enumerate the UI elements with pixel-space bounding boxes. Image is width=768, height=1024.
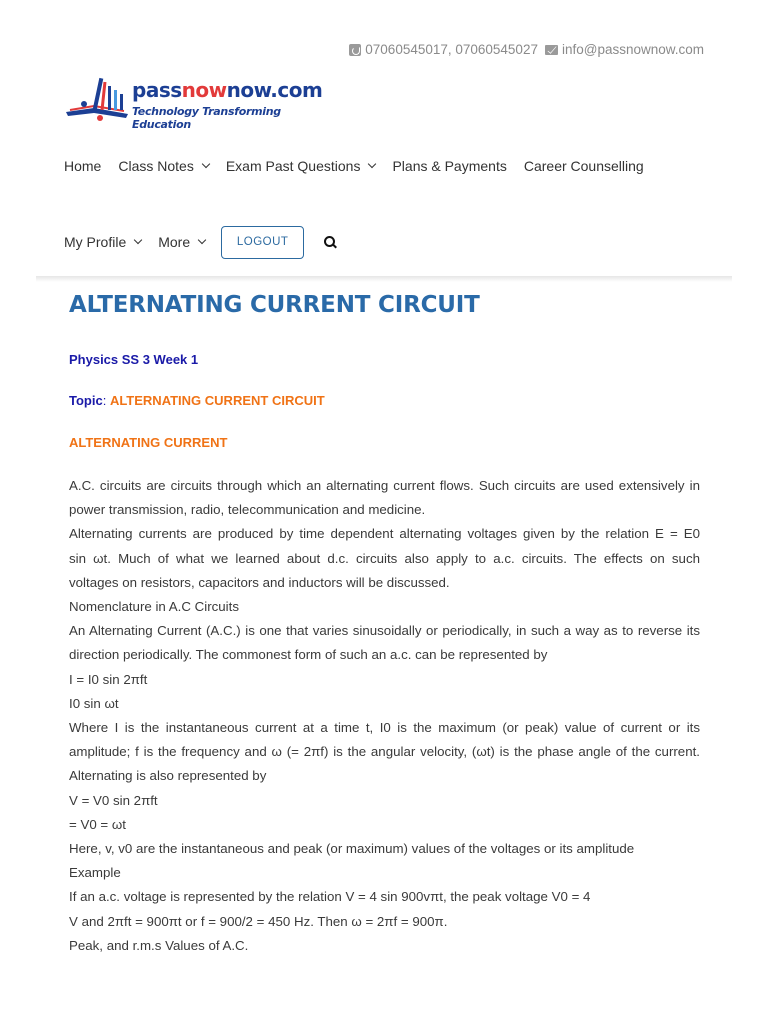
mail-icon bbox=[545, 45, 558, 55]
body-line: Peak, and r.m.s Values of A.C. bbox=[69, 937, 249, 953]
nav-more[interactable] bbox=[158, 234, 205, 250]
logo-domain: .com bbox=[270, 78, 323, 102]
body-line: An Alternating Current (A.C.) is one that varies sinusoidally or periodically, in such a way as to reverse its bbox=[69, 623, 700, 639]
logo-part-pass: pass bbox=[132, 78, 182, 102]
nav-class-notes-label: Class Notes bbox=[118, 158, 194, 174]
nav-career-counselling[interactable] bbox=[524, 158, 644, 174]
chevron-down-icon bbox=[368, 160, 376, 168]
nav-plans-payments-label: Plans & Payments bbox=[392, 158, 507, 174]
article bbox=[69, 292, 700, 958]
body-line: Alternating is also represented by bbox=[69, 768, 267, 784]
logo-part-now-2: now bbox=[226, 78, 271, 102]
body-line: = V0 = ωt bbox=[69, 816, 126, 832]
logo-tagline: Technology Transforming Education bbox=[132, 105, 281, 131]
topic-label: Topic bbox=[69, 393, 103, 408]
nav-more-label: More bbox=[158, 234, 191, 250]
logo-wordmark bbox=[132, 78, 322, 102]
contact-email[interactable]: info@passnownow.com bbox=[561, 42, 704, 57]
chevron-down-icon bbox=[134, 236, 142, 244]
body-line: Where I is the instantaneous current at a time t, I0 is the maximum (or peak) value of current or its bbox=[69, 720, 700, 736]
article-body bbox=[69, 474, 700, 958]
search-icon[interactable] bbox=[324, 236, 337, 249]
nav-career-counselling-label: Career Counselling bbox=[523, 158, 644, 174]
site-logo[interactable] bbox=[64, 74, 323, 131]
article-topic bbox=[69, 393, 700, 408]
body-line: amplitude; f is the frequency and ω (= 2πf) is the angular velocity, (ωt) is the phase angle of the current. bbox=[69, 744, 700, 760]
nav-plans-payments[interactable] bbox=[392, 158, 506, 174]
body-line: power transmission, radio, telecommunication and medicine. bbox=[69, 502, 426, 518]
main-nav-row-2 bbox=[64, 225, 337, 259]
body-line: sin ωt. Much of what we learned about d.c. circuits also apply to a.c. circuits. The effects on such bbox=[69, 550, 700, 566]
nav-my-profile[interactable] bbox=[64, 234, 141, 250]
body-line: direction periodically. The commonest form of such an a.c. can be represented by bbox=[69, 647, 548, 663]
body-line: Here, v, v0 are the instantaneous and peak (or maximum) values of the voltages or its amplitude bbox=[69, 841, 635, 857]
header-divider bbox=[36, 276, 732, 282]
logo-part-now-1: now bbox=[181, 78, 227, 102]
nav-exam-past-questions[interactable] bbox=[226, 158, 376, 174]
chevron-down-icon bbox=[198, 236, 206, 244]
main-nav-row-1 bbox=[64, 158, 661, 174]
contact-bar bbox=[349, 42, 704, 57]
topic-separator: : bbox=[102, 393, 110, 408]
nav-exam-past-questions-label: Exam Past Questions bbox=[225, 158, 361, 174]
body-line: I0 sin ωt bbox=[69, 695, 119, 711]
topic-value: ALTERNATING CURRENT CIRCUIT bbox=[109, 393, 325, 408]
body-line: Alternating currents are produced by time dependent alternating voltages given by the relation E = E0 bbox=[69, 526, 700, 542]
logout-button[interactable]: LOGOUT bbox=[221, 226, 304, 259]
nav-home-label: Home bbox=[64, 158, 102, 174]
nav-home[interactable] bbox=[64, 158, 101, 174]
logo-emblem-icon bbox=[64, 74, 134, 124]
section-heading: ALTERNATING CURRENT bbox=[69, 435, 228, 450]
body-line: I = I0 sin 2πft bbox=[69, 671, 148, 687]
contact-phones[interactable]: 07060545017, 07060545027 bbox=[365, 42, 538, 57]
body-line: V = V0 sin 2πft bbox=[69, 792, 158, 808]
chevron-down-icon bbox=[202, 160, 210, 168]
body-line: voltages on resistors, capacitors and inductors will be discussed. bbox=[69, 574, 450, 590]
nav-class-notes[interactable] bbox=[118, 158, 208, 174]
body-line: If an a.c. voltage is represented by the relation V = 4 sin 900vπt, the peak voltage V0 = 4 bbox=[69, 889, 591, 905]
body-line: A.C. circuits are circuits through which an alternating current flows. Such circuits are used extensively in bbox=[69, 478, 700, 493]
phone-icon bbox=[349, 44, 361, 56]
body-line: Nomenclature in A.C Circuits bbox=[69, 599, 239, 615]
article-subject: Physics SS 3 Week 1 bbox=[69, 352, 199, 367]
body-line: V and 2πft = 900πt or f = 900/2 = 450 Hz. Then ω = 2πf = 900π. bbox=[69, 913, 448, 929]
body-line: Example bbox=[69, 865, 121, 881]
nav-my-profile-label: My Profile bbox=[64, 234, 127, 250]
page-title: ALTERNATING CURRENT CIRCUIT bbox=[69, 292, 480, 318]
